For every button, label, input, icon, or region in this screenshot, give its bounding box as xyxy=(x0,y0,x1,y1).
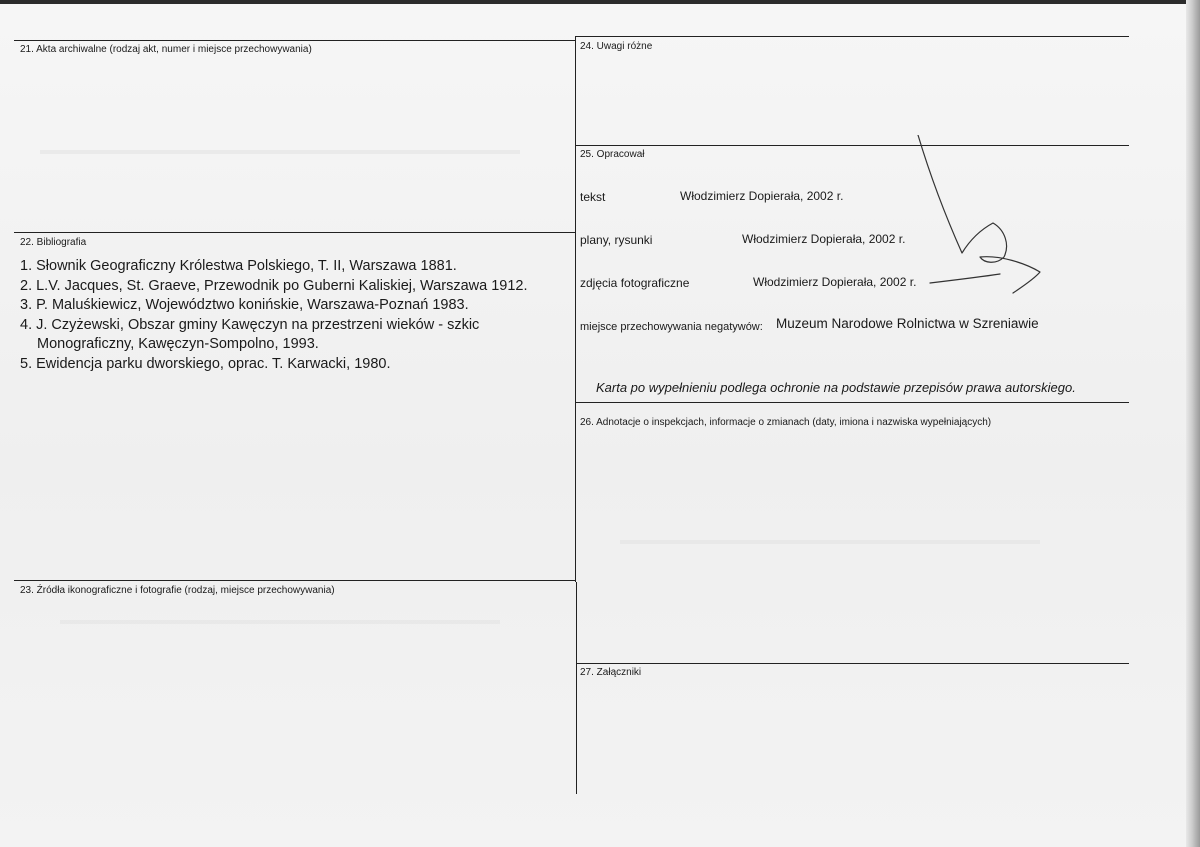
negatives-location-label: miejsce przechowywania negatywów: xyxy=(580,321,763,333)
section-27-label: 27. Załączniki xyxy=(580,667,642,678)
section-24-label: 24. Uwagi różne xyxy=(580,41,653,52)
signature-image xyxy=(900,135,1070,305)
bibliography-item-continuation: Monograficzny, Kawęczyn-Sompolno, 1993. xyxy=(37,336,319,352)
copyright-note: Karta po wypełnieniu podlega ochronie na podstawie przepisów prawa autorskiego. xyxy=(596,380,1076,395)
rule-center-column xyxy=(575,36,576,582)
rule-section-27 xyxy=(576,663,1129,664)
scan-edge-right xyxy=(1186,0,1200,847)
section-23-label: 23. Źródła ikonograficzne i fotografie (rodzaj, miejsce przechowywania) xyxy=(20,585,335,596)
rule-top-right xyxy=(576,36,1129,37)
scan-smudge xyxy=(40,150,520,154)
negatives-location-value: Muzeum Narodowe Rolnictwa w Szreniawie xyxy=(776,316,1039,331)
bibliography-item: 5. Ewidencja parku dworskiego, oprac. T. Karwacki, 1980. xyxy=(20,355,391,372)
bibliography-list xyxy=(20,257,528,374)
scan-smudge xyxy=(60,620,500,624)
bibliography-item: 4. J. Czyżewski, Obszar gminy Kawęczyn na przestrzeni wieków - szkic xyxy=(20,316,480,333)
section-21-label: 21. Akta archiwalne (rodzaj akt, numer i miejsce przechowywania) xyxy=(20,44,312,55)
rule-section-23 xyxy=(14,580,576,581)
scan-smudge xyxy=(620,540,1040,544)
bibliography-item: 3. P. Maluśkiewicz, Województwo konińskie, Warszawa-Poznań 1983. xyxy=(20,297,469,313)
author-row-value: Włodzimierz Dopierała, 2002 r. xyxy=(742,232,906,246)
rule-center-column-lower xyxy=(576,582,577,794)
author-row-value: Włodzimierz Dopierała, 2002 r. xyxy=(680,189,844,203)
section-26-label: 26. Adnotacje o inspekcjach, informacje o zmianach (daty, imiona i nazwiska wypełniających) xyxy=(580,417,992,428)
author-row-key: plany, rysunki xyxy=(580,233,653,247)
rule-section-26 xyxy=(576,402,1129,403)
author-row-key: zdjęcia fotograficzne xyxy=(580,276,690,290)
section-25-label: 25. Opracował xyxy=(580,149,645,160)
author-row-value: Włodzimierz Dopierała, 2002 r. xyxy=(753,275,917,289)
author-row-key: tekst xyxy=(580,190,606,204)
bibliography-item: 1. Słownik Geograficzny Królestwa Polskiego, T. II, Warszawa 1881. xyxy=(20,258,457,274)
bibliography-item: 2. L.V. Jacques, St. Graeve, Przewodnik po Guberni Kaliskiej, Warszawa 1912. xyxy=(20,277,528,294)
section-22-label: 22. Bibliografia xyxy=(20,237,87,248)
rule-section-22 xyxy=(14,232,576,233)
scan-edge-top xyxy=(0,0,1200,4)
rule-top-left xyxy=(14,40,576,41)
